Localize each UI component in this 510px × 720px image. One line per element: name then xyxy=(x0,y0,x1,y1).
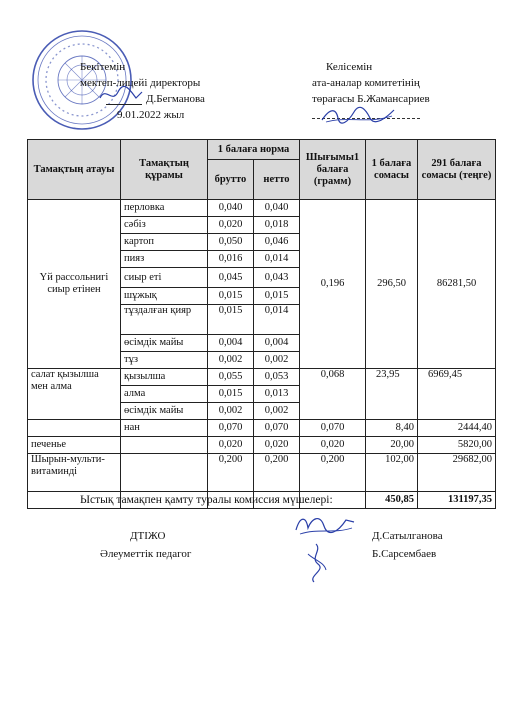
brutto-value: 0,040 xyxy=(208,200,254,217)
table-row xyxy=(28,420,496,437)
approve-name: Д.Бегманова xyxy=(146,93,205,105)
brutto-value: 0,070 xyxy=(208,420,254,437)
ingredient-name: қызылша xyxy=(121,369,208,386)
approve-title: Бекітемін xyxy=(80,61,126,73)
dish-name: печенье xyxy=(28,437,121,454)
header-cost-one: 1 балаға сомасы xyxy=(366,140,418,200)
brutto-value: 0,004 xyxy=(208,335,254,352)
netto-value: 0,020 xyxy=(254,437,300,454)
header-portion: Шығымы1 балаға (грамм) xyxy=(300,140,366,200)
cost-all-value: 2444,40 xyxy=(418,420,496,437)
table-row xyxy=(28,200,496,217)
portion-value: 0,200 xyxy=(300,454,366,492)
ingredient-name: өсімдік майы xyxy=(121,335,208,352)
ingredient-name: сәбіз xyxy=(121,217,208,234)
portion-value: 0,068 xyxy=(300,369,366,420)
cost-all-value: 5820,00 xyxy=(418,437,496,454)
dish-name: салат қызылша мен алма xyxy=(28,369,121,420)
netto-value: 0,002 xyxy=(254,352,300,369)
ingredient-name: алма xyxy=(121,386,208,403)
cost-all-value: 29682,00 xyxy=(418,454,496,492)
brutto-value: 0,020 xyxy=(208,437,254,454)
brutto-value: 0,015 xyxy=(208,386,254,403)
brutto-value: 0,016 xyxy=(208,251,254,268)
table-row xyxy=(28,454,496,492)
brutto-value: 0,050 xyxy=(208,234,254,251)
ingredient-name: сиыр еті xyxy=(121,268,208,288)
brutto-value: 0,002 xyxy=(208,352,254,369)
dish-name: Шырын-мульти-витаминді xyxy=(28,454,121,492)
header-norm: 1 балаға норма xyxy=(208,140,300,160)
ingredient-name: картоп xyxy=(121,234,208,251)
netto-value: 0,018 xyxy=(254,217,300,234)
netto-value: 0,040 xyxy=(254,200,300,217)
ingredient-name: нан xyxy=(121,420,208,437)
netto-value: 0,004 xyxy=(254,335,300,352)
agree-signature xyxy=(318,104,398,126)
brutto-value: 0,045 xyxy=(208,268,254,288)
brutto-value: 0,002 xyxy=(208,403,254,420)
portion-value: 0,070 xyxy=(300,420,366,437)
member-signature xyxy=(290,510,360,540)
netto-value: 0,070 xyxy=(254,420,300,437)
netto-value: 0,013 xyxy=(254,386,300,403)
netto-value: 0,043 xyxy=(254,268,300,288)
cost-one-value: 102,00 xyxy=(366,454,418,492)
ingredient-name: пияз xyxy=(121,251,208,268)
menu-table xyxy=(27,139,496,509)
netto-value: 0,014 xyxy=(254,251,300,268)
netto-value: 0,200 xyxy=(254,454,300,492)
ingredient-name: өсімдік майы xyxy=(121,403,208,420)
cost-one-value: 296,50 xyxy=(366,200,418,369)
ingredient-name xyxy=(121,454,208,492)
header-netto: нетто xyxy=(254,160,300,200)
cost-all-value: 6969,45 xyxy=(418,369,496,420)
table-row xyxy=(28,437,496,454)
portion-value: 0,020 xyxy=(300,437,366,454)
netto-value: 0,046 xyxy=(254,234,300,251)
ingredient-name xyxy=(121,437,208,454)
header-dish: Тамақтың атауы xyxy=(28,140,121,200)
total-cost-one: 450,85 xyxy=(366,492,418,509)
netto-value: 0,015 xyxy=(254,288,300,305)
brutto-value: 0,020 xyxy=(208,217,254,234)
approve-date: 9.01.2022 жыл xyxy=(117,109,185,121)
ingredient-name: перловка xyxy=(121,200,208,217)
table-row xyxy=(28,369,496,386)
brutto-value: 0,055 xyxy=(208,369,254,386)
header-composition: Тамақтың құрамы xyxy=(121,140,208,200)
member-name: Б.Сарсембаев xyxy=(372,548,437,560)
dish-name: Үй рассольнигі сиыр етінен xyxy=(28,200,121,369)
cost-one-value: 23,95 xyxy=(366,369,418,420)
member-role: Әлеуметтік педагог xyxy=(100,548,192,560)
agree-position: ата-аналар комитетінің xyxy=(312,77,420,89)
portion-value: 0,196 xyxy=(300,200,366,369)
cost-one-value: 20,00 xyxy=(366,437,418,454)
agree-name: төрағасы Б.Жамансариев xyxy=(312,93,430,105)
total-cost-all: 131197,35 xyxy=(418,492,496,509)
commission-title: Ыстық тамақпен қамту туралы комиссия мүшелері: xyxy=(80,494,333,506)
ingredient-name: тұз xyxy=(121,352,208,369)
netto-value: 0,014 xyxy=(254,305,300,335)
header-brutto: брутто xyxy=(208,160,254,200)
brutto-value: 0,015 xyxy=(208,305,254,335)
cost-all-value: 86281,50 xyxy=(418,200,496,369)
ingredient-name: шұжық xyxy=(121,288,208,305)
approve-position: мектеп-лицейі директоры xyxy=(80,77,201,89)
member-signature xyxy=(296,540,336,584)
agree-title: Келісемін xyxy=(326,61,373,73)
header-cost-all: 291 балаға сомасы (теңге) xyxy=(418,140,496,200)
netto-value: 0,053 xyxy=(254,369,300,386)
member-role: ДТІЖО xyxy=(130,530,166,542)
director-signature xyxy=(96,84,146,106)
dish-name xyxy=(28,420,121,437)
brutto-value: 0,015 xyxy=(208,288,254,305)
brutto-value: 0,200 xyxy=(208,454,254,492)
ingredient-name: тұздалған қияр xyxy=(121,305,208,335)
member-name: Д.Сатылганова xyxy=(372,530,443,542)
cost-one-value: 8,40 xyxy=(366,420,418,437)
netto-value: 0,002 xyxy=(254,403,300,420)
